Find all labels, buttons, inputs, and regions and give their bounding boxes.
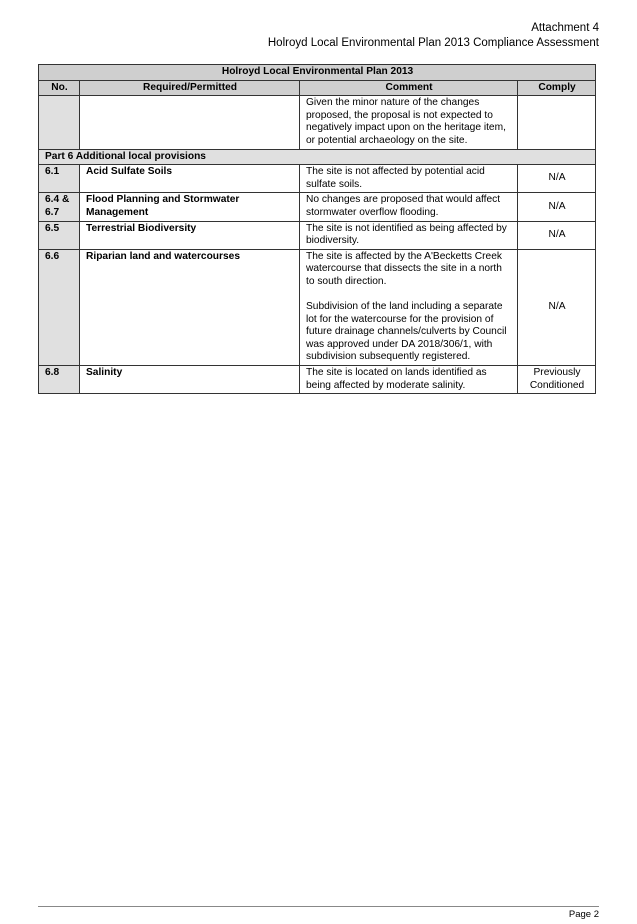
- cell-no: [39, 96, 80, 149]
- table-title: Holroyd Local Environmental Plan 2013: [39, 65, 596, 81]
- cell-required: Acid Sulfate Soils: [80, 165, 300, 193]
- comment-paragraph: The site is affected by the A'Becketts Creek watercourse that dissects the site in a north to south direction.: [306, 250, 502, 287]
- cell-required: Riparian land and watercourses: [80, 249, 300, 365]
- cell-comply: N/A: [518, 165, 596, 193]
- cell-no: 6.6: [39, 249, 80, 365]
- table-row: [39, 221, 596, 249]
- cell-comply: N/A: [518, 249, 596, 365]
- compliance-table: [38, 64, 596, 394]
- cell-required: [80, 96, 300, 149]
- cell-comply: N/A: [518, 193, 596, 221]
- footer-divider: [38, 906, 599, 907]
- cell-required: Terrestrial Biodiversity: [80, 221, 300, 249]
- column-header-no: No.: [39, 80, 80, 96]
- cell-no: 6.1: [39, 165, 80, 193]
- cell-no: 6.8: [39, 366, 80, 394]
- attachment-label: Attachment 4: [531, 22, 599, 34]
- table-title-row: [39, 65, 596, 81]
- document-title: Holroyd Local Environmental Plan 2013 Compliance Assessment: [267, 37, 599, 49]
- table-row: [39, 193, 596, 221]
- cell-comment: Given the minor nature of the changes proposed, the proposal is not expected to negatively impact upon on the heritage item, or potential archaeology on the site.: [300, 96, 518, 149]
- cell-comment: The site is not affected by potential acid sulfate soils.: [300, 165, 518, 193]
- cell-required: Flood Planning and Stormwater Management: [80, 193, 300, 221]
- table-row: [39, 96, 596, 149]
- column-header-required: Required/Permitted: [80, 80, 300, 96]
- cell-comply: [518, 96, 596, 149]
- cell-comment: The site is not identified as being affected by biodiversity.: [300, 221, 518, 249]
- table-row: [39, 249, 596, 365]
- cell-comply: Previously Conditioned: [518, 366, 596, 394]
- column-header-comply: Comply: [518, 80, 596, 96]
- part-heading-row: [39, 149, 596, 165]
- column-header-comment: Comment: [300, 80, 518, 96]
- page-number: Page 2: [568, 909, 599, 920]
- table-row: [39, 165, 596, 193]
- table-row: [39, 366, 596, 394]
- cell-comply: N/A: [518, 221, 596, 249]
- comment-paragraph: Subdivision of the land including a separate lot for the watercourse for the provision of future drainage channels/culverts by Council was approved under DA 2018/306/1, with subdivision subsequently registered.: [306, 301, 507, 363]
- cell-no: 6.5: [39, 221, 80, 249]
- cell-no: 6.4 & 6.7: [39, 193, 80, 221]
- part-heading: Part 6 Additional local provisions: [39, 149, 596, 165]
- cell-comment: No changes are proposed that would affect stormwater overflow flooding.: [300, 193, 518, 221]
- table-header-row: [39, 80, 596, 96]
- cell-required: Salinity: [80, 366, 300, 394]
- cell-comment: The site is located on lands identified as being affected by moderate salinity.: [300, 366, 518, 394]
- cell-comment: [300, 249, 518, 365]
